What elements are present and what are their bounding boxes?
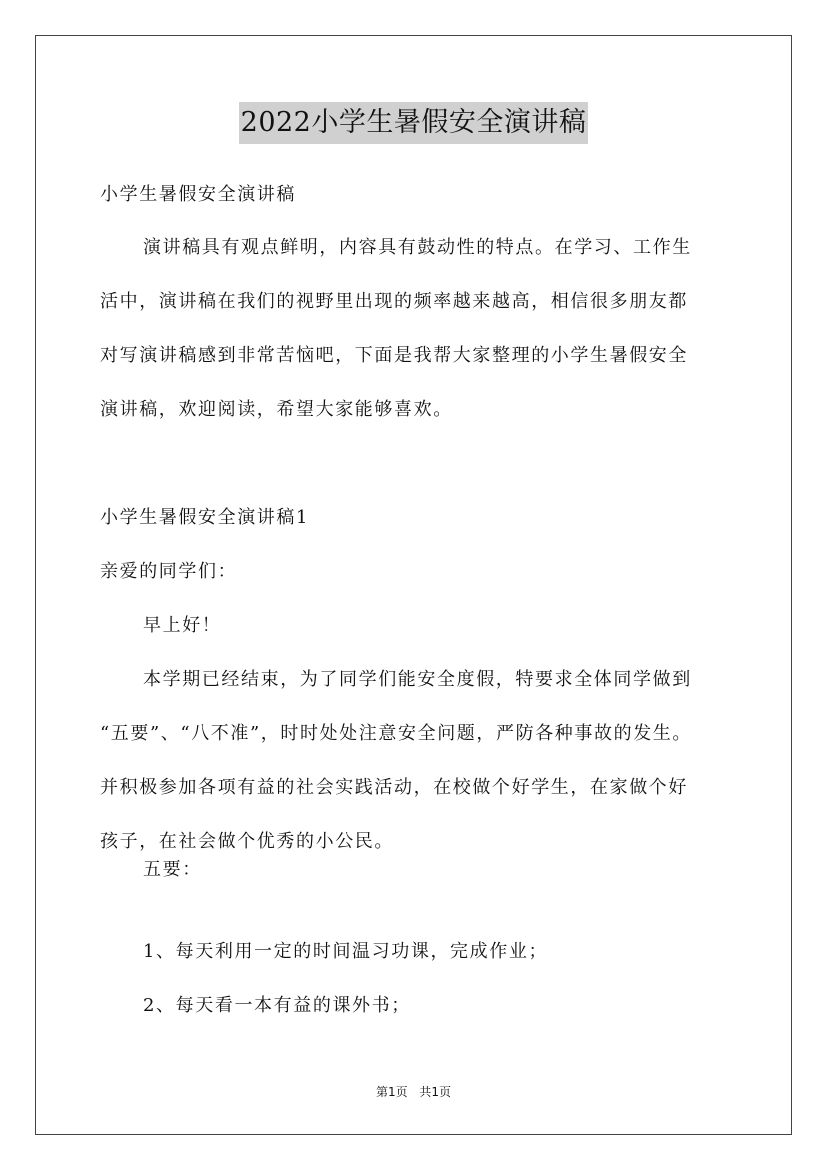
section-heading: 小学生暑假安全演讲稿1 (100, 507, 310, 528)
body-line-2: “五要”、“八不准”，时时处处注意安全问题，严防各种事故的发生。 (100, 723, 693, 744)
body-line-4: 孩子，在社会做个优秀的小公民。 (100, 831, 394, 852)
document-subtitle: 小学生暑假安全演讲稿 (100, 184, 296, 205)
body-line-1: 本学期已经结束，为了同学们能安全度假，特要求全体同学做到 (143, 669, 692, 690)
list-item: 2、每天看一本有益的课外书； (143, 995, 411, 1016)
page-footer (0, 1083, 827, 1101)
title-wrap (0, 102, 827, 144)
body-line-3: 并积极参加各项有益的社会实践活动，在校做个好学生，在家做个好 (100, 777, 688, 798)
intro-line-4: 演讲稿，欢迎阅读，希望大家能够喜欢。 (100, 399, 453, 420)
document-title: 2022小学生暑假安全演讲稿 (239, 102, 589, 144)
page-total: 共1页 (419, 1085, 452, 1099)
intro-line-1: 演讲稿具有观点鲜明，内容具有鼓动性的特点。在学习、工作生 (143, 237, 692, 258)
page-number: 第1页 (375, 1085, 408, 1099)
list-item: 1、每天利用一定的时间温习功课，完成作业； (143, 941, 549, 962)
five-musts-label: 五要： (143, 859, 202, 880)
salutation: 亲爱的同学们： (100, 561, 238, 582)
intro-line-2: 活中，演讲稿在我们的视野里出现的频率越来越高，相信很多朋友都 (100, 291, 688, 312)
intro-line-3: 对写演讲稿感到非常苦恼吧，下面是我帮大家整理的小学生暑假安全 (100, 345, 688, 366)
greeting: 早上好！ (143, 615, 222, 636)
